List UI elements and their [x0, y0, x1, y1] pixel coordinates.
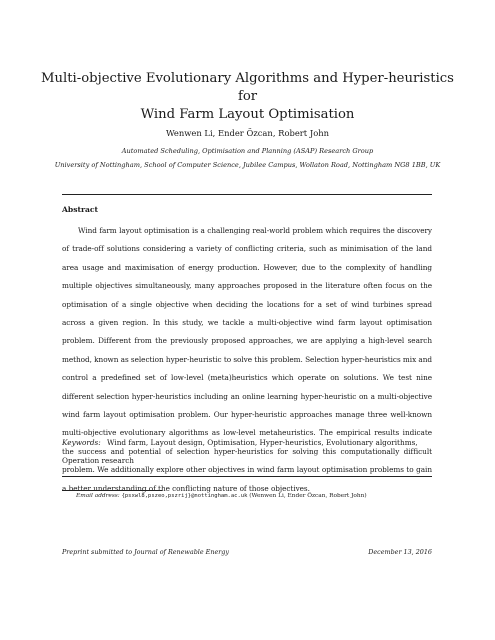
- keywords-text: Wind farm, Layout design, Optimisation, Hyper-heuristics, Evolutionary algorithms, Operation research: [62, 438, 418, 465]
- paper-title: [40, 70, 455, 124]
- preprint-date: December 13, 2016: [368, 548, 432, 556]
- keywords-line: [62, 434, 432, 470]
- email-footnote: [62, 492, 432, 500]
- author-list: Wenwen Li, Ender Özcan, Robert John: [165, 128, 330, 138]
- footnote-names: (Wenwen Li, Ender Özcan, Robert John): [249, 493, 367, 499]
- affiliation-address: University of Nottingham, School of Computer Science, Jubilee Campus, Wollaton Road, Nottingham NG8 1BB, UK: [54, 161, 441, 169]
- abstract-top-rule: [62, 194, 432, 195]
- keywords-label: Keywords:: [62, 438, 101, 447]
- footnote-rule: [62, 490, 162, 491]
- abstract-body: Wind farm layout optimisation is a challenging real-world problem which requires the discovery of trade-off solutions considering a variety of conflicting criteria, such as minimisation of the land area usage and maximisation of energy production. However, due to the complexity of handling multiple objectives simultaneously, many approaches proposed in the literature often focus on the optimisation of a single objective when deciding the locations for a set of wind turbines spread across a given region. In this study, we tackle a multi-objective wind farm layout optimisation problem. Different from the previously proposed approaches, we are applying a high-level search method, known as selection hyper-heuristic to solve this problem. Selection hyper-heuristics mix and control a predefined set of low-level (meta)heuristics which operate on solutions. We test nine different selection hyper-heuristics including an online learning hyper-heuristic on a multi-objective wind farm layout optimisation problem. Our hyper-heuristic approaches manage three well-known multi-objective evolutionary algorithms as low-level metaheuristics. The empirical results indicate the success and potential of selection hyper-heuristics for solving this computationally difficult problem. We additionally explore other objectives in wind farm layout optimisation problems to gain a better understanding of the conflicting nature of those objectives.: [62, 226, 432, 493]
- preprint-note: Preprint submitted to Journal of Renewable Energy: [62, 548, 229, 556]
- affiliation-group: Automated Scheduling, Optimisation and Planning (ASAP) Research Group: [121, 147, 374, 155]
- footnote-emails[interactable]: {psxwl8,pszeo,pszrij}@nottingham.ac.uk: [121, 493, 248, 499]
- paper-title-line-1: Multi-objective Evolutionary Algorithms and Hyper-heuristics for: [41, 71, 454, 104]
- footnote-label: Email address:: [76, 493, 120, 499]
- abstract-heading: Abstract: [62, 205, 99, 214]
- paper-title-line-2: Wind Farm Layout Optimisation: [140, 107, 355, 122]
- abstract-bottom-rule: [62, 476, 432, 477]
